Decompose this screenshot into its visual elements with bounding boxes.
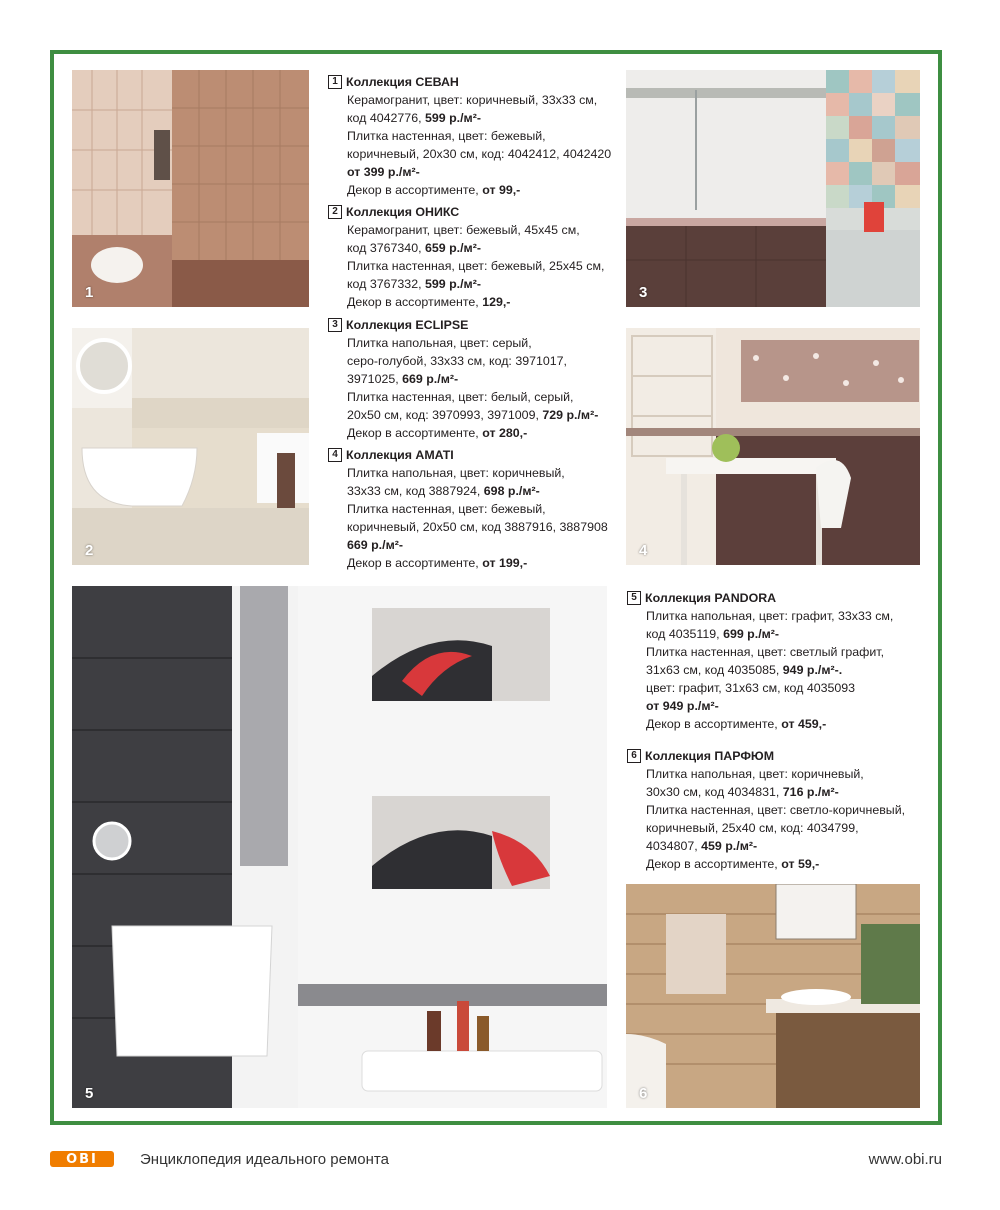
detail-line — [646, 819, 905, 837]
detail-line — [347, 554, 608, 572]
price: 669 р./м²- — [402, 372, 459, 386]
price: от 399 р./м²- — [347, 165, 420, 179]
photo-parfum-image — [626, 884, 920, 1108]
photo-number: 1 — [85, 284, 94, 301]
detail-text: Плитка напольная, цвет: графит, 33х33 см, — [646, 609, 894, 623]
collection-heading — [627, 747, 905, 765]
collection-title: Коллекция PANDORA — [645, 591, 777, 605]
detail-line — [646, 801, 905, 819]
detail-text: Плитка настенная, цвет: бежевый, 25х45 см, — [347, 259, 605, 273]
price: 459 р./м²- — [701, 839, 758, 853]
price: от 59,- — [781, 857, 820, 871]
detail-line — [646, 643, 893, 661]
collection-title: Коллекция СЕВАН — [346, 75, 459, 89]
detail-line — [347, 239, 604, 257]
detail-text: Плитка настенная, цвет: бежевый, — [347, 502, 546, 516]
detail-line — [347, 406, 598, 424]
detail-line — [646, 679, 893, 697]
detail-line — [646, 783, 905, 801]
price: 949 р./м²-. — [782, 663, 843, 677]
price: от 459,- — [781, 717, 827, 731]
photo-pandora-image — [72, 586, 607, 1108]
collection-block — [328, 203, 604, 311]
price: 599 р./м²- — [424, 111, 481, 125]
collection-number: 2 — [328, 205, 342, 219]
price: от 199,- — [482, 556, 528, 570]
photo-number: 5 — [85, 1085, 94, 1102]
detail-line — [347, 181, 611, 199]
detail-text: код 4035119, — [646, 627, 724, 641]
collection-number: 4 — [328, 448, 342, 462]
footer — [50, 1148, 942, 1170]
detail-text: Декор в ассортименте, — [646, 857, 782, 871]
collection-number: 3 — [328, 318, 342, 332]
detail-text: Плитка напольная, цвет: серый, — [347, 336, 532, 350]
photo-number: 4 — [639, 542, 648, 559]
collection-title: Коллекция ECLIPSE — [346, 318, 469, 332]
detail-text: Керамогранит, цвет: коричневый, 33х33 см, — [347, 93, 598, 107]
collection-block — [627, 747, 905, 873]
collection-heading — [328, 73, 611, 91]
price: 669 р./м²- — [347, 538, 403, 552]
price: 716 р./м²- — [782, 785, 839, 799]
detail-line — [646, 607, 893, 625]
detail-line — [347, 221, 604, 239]
detail-text: серо-голубой, 33х33 см, код: 3971017, — [347, 354, 567, 368]
price: 699 р./м²- — [723, 627, 780, 641]
footer-url[interactable]: www.obi.ru — [868, 1150, 942, 1168]
collection-block — [328, 316, 598, 442]
collection-details — [347, 91, 611, 199]
detail-text: код 3767340, — [347, 241, 425, 255]
collection-details — [347, 334, 598, 442]
photo-eclipse-image — [626, 70, 920, 307]
price: 129,- — [482, 295, 511, 309]
price: от 99,- — [482, 183, 521, 197]
collection-number: 1 — [328, 75, 342, 89]
detail-text: 20х50 см, код: 3970993, 3971009, — [347, 408, 543, 422]
detail-line — [347, 257, 604, 275]
collection-heading — [328, 316, 598, 334]
detail-line — [347, 293, 604, 311]
collection-title: Коллекция ПАРФЮМ — [645, 749, 775, 763]
detail-text: коричневый, 20х30 см, код: 4042412, 4042420 — [347, 147, 612, 161]
detail-text: код 3767332, — [347, 277, 425, 291]
collection-details — [347, 221, 604, 311]
photo-sevan — [72, 70, 309, 307]
detail-line — [646, 765, 905, 783]
detail-text: 4034807, — [646, 839, 702, 853]
detail-line — [347, 127, 611, 145]
detail-text: 33х33 см, код 3887924, — [347, 484, 484, 498]
collection-heading — [328, 446, 608, 464]
detail-text: Декор в ассортименте, — [347, 295, 483, 309]
detail-line — [347, 163, 611, 181]
detail-text: коричневый, 25х40 см, код: 4034799, — [646, 821, 859, 835]
detail-line — [347, 109, 611, 127]
detail-text: Декор в ассортименте, — [347, 183, 483, 197]
photo-oniks — [72, 328, 309, 565]
detail-text: Плитка настенная, цвет: светло-коричневый, — [646, 803, 906, 817]
detail-text: Декор в ассортименте, — [646, 717, 782, 731]
collection-heading — [627, 589, 893, 607]
detail-line — [347, 352, 598, 370]
photo-number: 3 — [639, 284, 648, 301]
collection-details — [347, 464, 608, 572]
price: 698 р./м²- — [483, 484, 540, 498]
photo-eclipse — [626, 70, 920, 307]
detail-line — [347, 145, 611, 163]
collection-title: Коллекция AMATI — [346, 448, 454, 462]
photo-sevan-image — [72, 70, 309, 307]
price: от 280,- — [482, 426, 528, 440]
detail-text: код 4042776, — [347, 111, 425, 125]
detail-line — [347, 91, 611, 109]
detail-text: Плитка настенная, цвет: светлый графит, — [646, 645, 885, 659]
detail-text: 30х30 см, код 4034831, — [646, 785, 783, 799]
detail-text: Плитка настенная, цвет: бежевый, — [347, 129, 546, 143]
detail-line — [646, 715, 893, 733]
detail-text: Плитка настенная, цвет: белый, серый, — [347, 390, 574, 404]
photo-number: 2 — [85, 542, 94, 559]
detail-line — [646, 697, 893, 715]
detail-text: цвет: графит, 31х63 см, код 4035093 — [646, 681, 856, 695]
detail-line — [347, 424, 598, 442]
collection-details — [646, 607, 893, 733]
collection-block — [627, 589, 893, 733]
detail-line — [646, 625, 893, 643]
price: 659 р./м²- — [424, 241, 481, 255]
photo-parfum — [626, 884, 920, 1108]
photo-oniks-image — [72, 328, 309, 565]
photo-number: 6 — [639, 1085, 648, 1102]
collection-details — [646, 765, 905, 873]
collection-number: 6 — [627, 749, 641, 763]
photo-amati — [626, 328, 920, 565]
footer-slogan: Энциклопедия идеального ремонта — [140, 1150, 389, 1168]
detail-line — [347, 482, 608, 500]
detail-line — [347, 334, 598, 352]
price: от 949 р./м²- — [646, 699, 719, 713]
detail-line — [347, 536, 608, 554]
detail-text: Керамогранит, цвет: бежевый, 45х45 см, — [347, 223, 580, 237]
photo-pandora — [72, 586, 607, 1108]
obi-logo[interactable]: OBI — [50, 1151, 114, 1167]
detail-line — [347, 370, 598, 388]
detail-line — [347, 500, 608, 518]
detail-text: 3971025, — [347, 372, 403, 386]
detail-text: 31х63 см, код 4035085, — [646, 663, 783, 677]
detail-line — [347, 518, 608, 536]
detail-line — [646, 855, 905, 873]
detail-text: коричневый, 20х50 см, код 3887916, 3887908 — [347, 520, 608, 534]
detail-line — [347, 464, 608, 482]
collection-block — [328, 446, 608, 572]
detail-line — [646, 837, 905, 855]
collection-block — [328, 73, 611, 199]
price: 599 р./м²- — [424, 277, 481, 291]
collection-heading — [328, 203, 604, 221]
collection-title: Коллекция ОНИКС — [346, 205, 460, 219]
detail-line — [347, 275, 604, 293]
price: 729 р./м²- — [542, 408, 599, 422]
detail-text: Декор в ассортименте, — [347, 556, 483, 570]
photo-amati-image — [626, 328, 920, 565]
detail-text: Плитка напольная, цвет: коричневый, — [646, 767, 864, 781]
detail-line — [646, 661, 893, 679]
collection-number: 5 — [627, 591, 641, 605]
detail-line — [347, 388, 598, 406]
detail-text: Плитка напольная, цвет: коричневый, — [347, 466, 565, 480]
detail-text: Декор в ассортименте, — [347, 426, 483, 440]
